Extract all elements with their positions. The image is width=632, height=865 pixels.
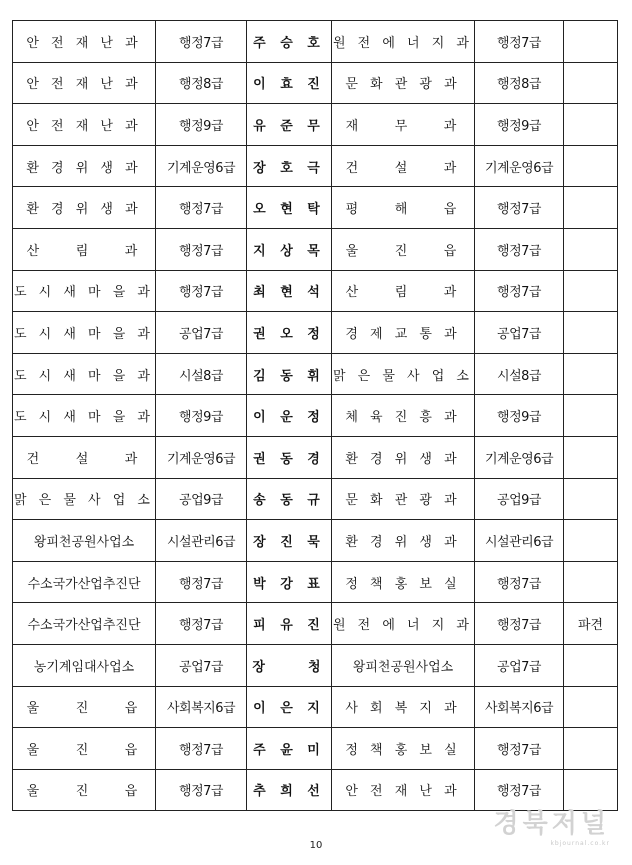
from-rank-cell: 행정7급 <box>156 603 247 645</box>
from-rank-cell: 행정7급 <box>156 270 247 312</box>
to-rank-cell: 행정9급 <box>475 104 564 146</box>
from-dept-cell: 도 시 새 마 을 과 <box>13 395 156 437</box>
to-rank-cell: 공업9급 <box>475 478 564 520</box>
to-dept-cell: 환 경 위 생 과 <box>332 520 475 562</box>
to-rank-cell: 기계운영6급 <box>475 436 564 478</box>
to-dept-cell: 문 화 관 광 과 <box>332 62 475 104</box>
name-cell: 장 호 극 <box>247 145 332 187</box>
table-row <box>13 187 618 229</box>
from-dept-cell: 수소국가산업추진단 <box>13 603 156 645</box>
from-dept-cell: 도 시 새 마 을 과 <box>13 312 156 354</box>
to-dept-cell: 산 림 과 <box>332 270 475 312</box>
from-rank-cell: 행정9급 <box>156 395 247 437</box>
from-dept-cell: 환 경 위 생 과 <box>13 145 156 187</box>
from-rank-cell: 공업7급 <box>156 312 247 354</box>
to-dept-cell: 문 화 관 광 과 <box>332 478 475 520</box>
note-cell: 파견 <box>564 603 618 645</box>
from-dept-cell: 울 진 읍 <box>13 686 156 728</box>
name-cell: 지 상 목 <box>247 228 332 270</box>
to-rank-cell: 공업7급 <box>475 644 564 686</box>
to-rank-cell: 행정7급 <box>475 21 564 63</box>
from-dept-cell: 도 시 새 마 을 과 <box>13 270 156 312</box>
name-cell: 권 오 정 <box>247 312 332 354</box>
table-row <box>13 62 618 104</box>
name-cell: 김 동 휘 <box>247 353 332 395</box>
to-dept-cell: 울 진 읍 <box>332 228 475 270</box>
name-cell: 장 청 <box>247 644 332 686</box>
personnel-transfer-table <box>12 20 617 811</box>
name-cell: 최 현 석 <box>247 270 332 312</box>
from-rank-cell: 공업7급 <box>156 644 247 686</box>
from-rank-cell: 기계운영6급 <box>156 436 247 478</box>
from-rank-cell: 시설8급 <box>156 353 247 395</box>
note-cell <box>564 644 618 686</box>
table-row <box>13 104 618 146</box>
to-rank-cell: 시설8급 <box>475 353 564 395</box>
to-dept-cell: 평 해 읍 <box>332 187 475 229</box>
to-rank-cell: 공업7급 <box>475 312 564 354</box>
from-dept-cell: 울 진 읍 <box>13 769 156 811</box>
to-dept-cell: 체 육 진 흥 과 <box>332 395 475 437</box>
from-dept-cell: 안 전 재 난 과 <box>13 104 156 146</box>
from-rank-cell: 기계운영6급 <box>156 145 247 187</box>
from-rank-cell: 행정7급 <box>156 561 247 603</box>
from-rank-cell: 사회복지6급 <box>156 686 247 728</box>
table-row <box>13 686 618 728</box>
table-row <box>13 145 618 187</box>
to-rank-cell: 행정7급 <box>475 270 564 312</box>
name-cell: 유 준 무 <box>247 104 332 146</box>
name-cell: 피 유 진 <box>247 603 332 645</box>
name-cell: 주 승 호 <box>247 21 332 63</box>
table-row <box>13 21 618 63</box>
watermark-subtext: kbjournal.co.kr <box>550 840 610 847</box>
table-body <box>13 21 618 811</box>
from-dept-cell: 산 림 과 <box>13 228 156 270</box>
note-cell <box>564 686 618 728</box>
note-cell <box>564 270 618 312</box>
to-rank-cell: 행정7급 <box>475 603 564 645</box>
from-rank-cell: 행정8급 <box>156 62 247 104</box>
table-row <box>13 270 618 312</box>
from-dept-cell: 울 진 읍 <box>13 728 156 770</box>
to-rank-cell: 행정7급 <box>475 728 564 770</box>
table-row <box>13 644 618 686</box>
name-cell: 송 동 규 <box>247 478 332 520</box>
table-row <box>13 728 618 770</box>
name-cell: 이 효 진 <box>247 62 332 104</box>
to-dept-cell: 경 제 교 통 과 <box>332 312 475 354</box>
to-rank-cell: 행정8급 <box>475 62 564 104</box>
from-rank-cell: 행정7급 <box>156 728 247 770</box>
note-cell <box>564 62 618 104</box>
from-rank-cell: 행정9급 <box>156 104 247 146</box>
to-rank-cell: 사회복지6급 <box>475 686 564 728</box>
note-cell <box>564 104 618 146</box>
name-cell: 박 강 표 <box>247 561 332 603</box>
note-cell <box>564 353 618 395</box>
from-dept-cell: 맑 은 물 사 업 소 <box>13 478 156 520</box>
to-rank-cell: 행정9급 <box>475 395 564 437</box>
name-cell: 이 운 정 <box>247 395 332 437</box>
to-dept-cell: 맑 은 물 사 업 소 <box>332 353 475 395</box>
name-cell: 추 희 선 <box>247 769 332 811</box>
note-cell <box>564 478 618 520</box>
watermark-logo <box>494 803 610 847</box>
from-dept-cell: 왕피천공원사업소 <box>13 520 156 562</box>
transfer-list <box>12 20 618 811</box>
name-cell: 권 동 경 <box>247 436 332 478</box>
name-cell: 장 진 묵 <box>247 520 332 562</box>
to-dept-cell: 원 전 에 너 지 과 <box>332 603 475 645</box>
from-dept-cell: 안 전 재 난 과 <box>13 21 156 63</box>
note-cell <box>564 728 618 770</box>
table-row <box>13 395 618 437</box>
from-rank-cell: 행정7급 <box>156 187 247 229</box>
to-dept-cell: 왕피천공원사업소 <box>332 644 475 686</box>
from-rank-cell: 행정7급 <box>156 228 247 270</box>
to-dept-cell: 환 경 위 생 과 <box>332 436 475 478</box>
from-dept-cell: 도 시 새 마 을 과 <box>13 353 156 395</box>
name-cell: 주 윤 미 <box>247 728 332 770</box>
to-dept-cell: 원 전 에 너 지 과 <box>332 21 475 63</box>
table-row <box>13 561 618 603</box>
from-dept-cell: 농기계임대사업소 <box>13 644 156 686</box>
note-cell <box>564 561 618 603</box>
to-rank-cell: 행정7급 <box>475 228 564 270</box>
to-rank-cell: 행정7급 <box>475 769 564 811</box>
from-dept-cell: 수소국가산업추진단 <box>13 561 156 603</box>
from-rank-cell: 공업9급 <box>156 478 247 520</box>
note-cell <box>564 187 618 229</box>
note-cell <box>564 520 618 562</box>
table-row <box>13 478 618 520</box>
to-dept-cell: 정 책 홍 보 실 <box>332 728 475 770</box>
to-rank-cell: 행정7급 <box>475 187 564 229</box>
table-row <box>13 353 618 395</box>
from-rank-cell: 시설관리6급 <box>156 520 247 562</box>
name-cell: 이 은 지 <box>247 686 332 728</box>
table-row <box>13 312 618 354</box>
to-rank-cell: 시설관리6급 <box>475 520 564 562</box>
to-dept-cell: 정 책 홍 보 실 <box>332 561 475 603</box>
table-row <box>13 436 618 478</box>
table-row <box>13 520 618 562</box>
note-cell <box>564 312 618 354</box>
watermark-text: 경북저널 <box>493 809 610 839</box>
from-rank-cell: 행정7급 <box>156 769 247 811</box>
note-cell <box>564 145 618 187</box>
table-row <box>13 603 618 645</box>
to-rank-cell: 기계운영6급 <box>475 145 564 187</box>
page-number: 10 <box>309 840 323 851</box>
note-cell <box>564 436 618 478</box>
to-rank-cell: 행정7급 <box>475 561 564 603</box>
to-dept-cell: 안 전 재 난 과 <box>332 769 475 811</box>
from-dept-cell: 건 설 과 <box>13 436 156 478</box>
from-rank-cell: 행정7급 <box>156 21 247 63</box>
to-dept-cell: 건 설 과 <box>332 145 475 187</box>
to-dept-cell: 사 회 복 지 과 <box>332 686 475 728</box>
note-cell <box>564 395 618 437</box>
from-dept-cell: 환 경 위 생 과 <box>13 187 156 229</box>
note-cell <box>564 228 618 270</box>
to-dept-cell: 재 무 과 <box>332 104 475 146</box>
from-dept-cell: 안 전 재 난 과 <box>13 62 156 104</box>
note-cell <box>564 21 618 63</box>
name-cell: 오 현 탁 <box>247 187 332 229</box>
table-row <box>13 228 618 270</box>
